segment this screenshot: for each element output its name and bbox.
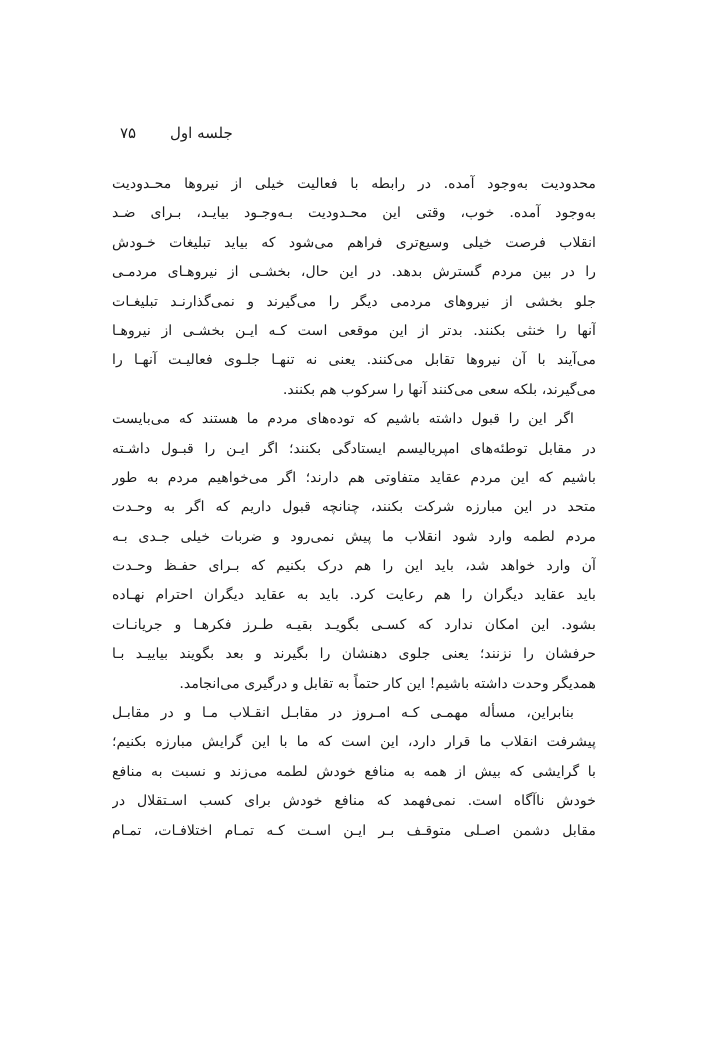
text-line: آن وارد خواهد شد، باید این را هم درک بکنیم که بـرای حفـظ وحـدت: [112, 558, 596, 575]
text-line: خودش ناآگاه است. نمی‌فهمد که منافع خودش برای کسب اسـتقلال در: [112, 793, 596, 810]
page-number: ۷۵: [120, 124, 137, 142]
text-line: با گرایشی که بیش از همه به منافع خودش لطمه می‌زند و نسبت به منافع: [112, 763, 596, 780]
body-text: [112, 170, 596, 846]
paragraph: [112, 405, 596, 699]
text-line: باشیم که این مردم عقاید متفاوتی هم دارند؛ اگر می‌خواهیم مردم به طور: [112, 469, 596, 486]
text-line: در مقابل توطئه‌های امپریالیسم ایستادگی بکنند؛ اگر ایـن را قبـول داشـته: [112, 440, 596, 457]
text-line: جلو بخشی از نیروهای مردمی دیگر را می‌گیرند و نمی‌گذارنـد تبلیغـات: [112, 293, 596, 310]
text-line: می‌گیرند، بلکه سعی می‌کنند آنها را سرکوب هم بکنند.: [282, 381, 596, 398]
text-line: مردم لطمه وارد شود انقلاب ما پیش نمی‌رود و ضربات خیلی جـدی بـه: [112, 528, 596, 545]
text-line: مقابل دشمن اصـلی متوقـف بـر ایـن اسـت کـه تمـام اختلافـات، تمـام: [112, 822, 596, 839]
text-line: حرفشان را نزنند؛ یعنی جلوی دهنشان را بگیرند و بعد بگویند بیاییـد بـا: [112, 646, 596, 663]
text-line: اگر این را قبول داشته باشیم که توده‌های مردم ما هستند که می‌بایست: [112, 411, 574, 428]
paragraph: [112, 170, 596, 405]
text-line: آنها را خنثی بکنند. بدتر از این موقعی است کـه ایـن بخشـی از نیروهـا: [112, 322, 596, 339]
text-line: به‌وجود آمده. خوب، وقتی این محـدودیت بـه‌وجـود بیایـد، بـرای ضـد: [112, 205, 596, 222]
text-line: باید عقاید دیگران را هم رعایت کرد. باید به عقاید دیگران احترام نهـاده: [112, 587, 596, 604]
page-header: [112, 120, 596, 146]
text-line: بشود. این امکان ندارد که کسـی بگویـد بقیـه طـرز فکرهـا و جریانـات: [112, 616, 596, 633]
text-line: همدیگر وحدت داشته باشیم! این کار حتماً به تقابل و درگیری می‌انجامد.: [179, 675, 596, 692]
text-line: محدودیت به‌وجود آمده. در رابطه با فعالیت خیلی از نیروها محـدودیت: [112, 176, 596, 192]
text-line: را در بین مردم گسترش بدهد. در این حال، بخشـی از نیروهـای مردمـی: [112, 264, 596, 281]
text-line: انقلاب فرصت خیلی وسیع‌تری فراهم می‌شود که بیاید تبلیغات خـودش: [112, 234, 596, 251]
text-line: بنابراین، مسأله مهمـی کـه امـروز در مقابـل انقـلاب مـا و در مقابـل: [112, 705, 574, 722]
text-line: متحد در این مبارزه شرکت بکنند، چنانچه قبول داریم که اگر به وحـدت: [112, 499, 596, 516]
paragraph: [112, 699, 596, 846]
text-line: می‌آیند با آن نیروها تقابل می‌کنند. یعنی نه تنهـا جلـوی فعالیـت آنهـا را: [112, 352, 596, 369]
running-head-title: جلسه اول: [170, 124, 233, 142]
text-line: پیشرفت انقلاب ما قرار دارد، این است که ما با این گرایش مبارزه بکنیم؛: [112, 734, 596, 751]
